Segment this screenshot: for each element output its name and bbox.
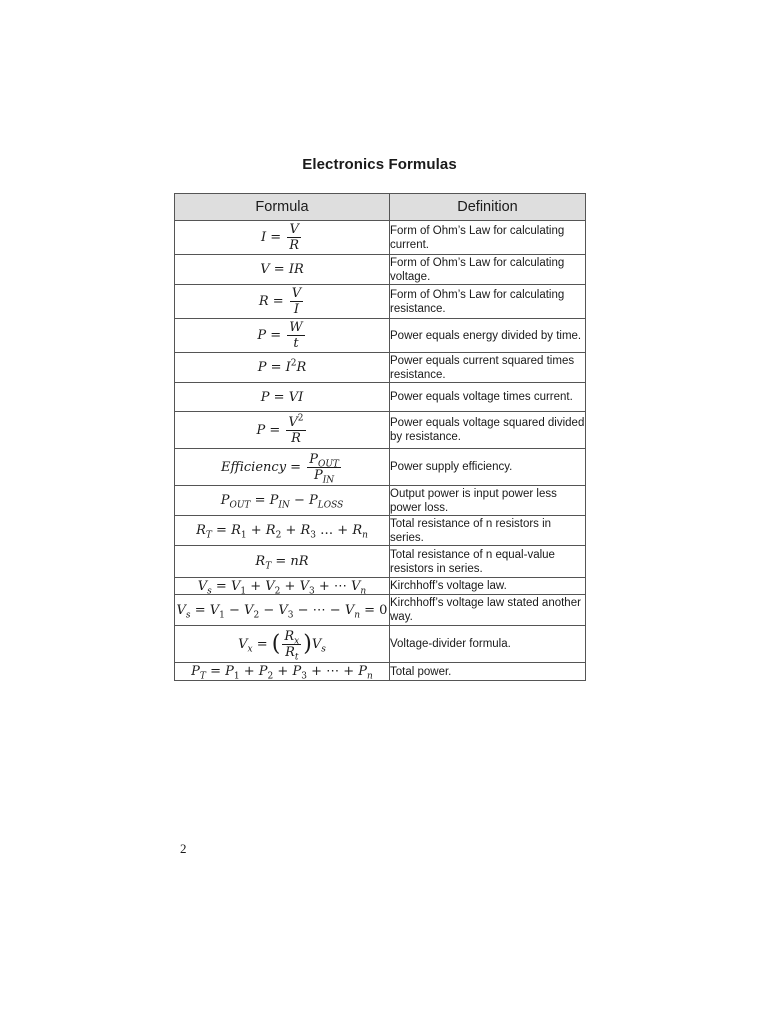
definition-cell: Total power. <box>390 663 586 681</box>
definition-column-header: Definition <box>390 194 586 221</box>
definition-cell: Form of Ohm’s Law for calculating resistance. <box>390 285 586 319</box>
definition-cell: Form of Ohm’s Law for calculating current. <box>390 221 586 255</box>
definition-cell: Total resistance of n equal-value resistors in series. <box>390 546 586 578</box>
definition-cell: Voltage-divider formula. <box>390 626 586 663</box>
table-row <box>175 595 586 626</box>
formula-power-v2r: P = $\frac{V^2}{R}$ <box>175 412 390 449</box>
table-row <box>175 383 586 412</box>
table-row <box>175 285 586 319</box>
table-header-row <box>175 194 586 221</box>
formulas-table <box>174 193 586 681</box>
formula-kirchhoff: $V_s = V_1 + V_2 + V_3$ + ⋯ $V_n$ <box>175 578 390 595</box>
definition-cell: Kirchhoff’s voltage law stated another way. <box>390 595 586 626</box>
table-row <box>175 449 586 486</box>
table-row <box>175 663 586 681</box>
definition-cell: Power equals voltage squared divided by resistance. <box>390 412 586 449</box>
table-row <box>175 578 586 595</box>
table-row <box>175 255 586 285</box>
formula-power-i2r: $P = I^2R$ <box>175 353 390 383</box>
formula-power-out: $P_{OUT} = P_{IN} - P_{LOSS}$ <box>175 486 390 516</box>
definition-cell: Output power is input power less power loss. <box>390 486 586 516</box>
formula-voltage: V = IR <box>175 255 390 285</box>
formula-resistance: R = $\frac{V}{I}$ <box>175 285 390 319</box>
definition-cell: Form of Ohm’s Law for calculating voltage. <box>390 255 586 285</box>
formula-kirchhoff-alt: $V_s = V_1 - V_2 - V_3$ − ⋯ − $V_n = 0$ <box>175 595 390 626</box>
definition-cell: Power equals energy divided by time. <box>390 319 586 353</box>
definition-cell: Power equals voltage times current. <box>390 383 586 412</box>
formula-power-vi: P = VI <box>175 383 390 412</box>
table-row <box>175 319 586 353</box>
formula-total-power: $P_T = P_1 + P_2 + P_3$ + ⋯ + $P_n$ <box>175 663 390 681</box>
formula-series-resistance: $R_T = R_1 + R_2 + R_3$ … + $R_n$ <box>175 516 390 546</box>
table-row <box>175 221 586 255</box>
table-row <box>175 486 586 516</box>
formula-voltage-divider: $V_x$ = ( $\frac{R_x}{R_t}$ )$V_s$ <box>175 626 390 663</box>
formula-power-energy: P = $\frac{W}{t}$ <box>175 319 390 353</box>
formula-equal-resistance: $R_T$ = nR <box>175 546 390 578</box>
table-row <box>175 626 586 663</box>
table-row <box>175 353 586 383</box>
definition-cell: Total resistance of n resistors in series. <box>390 516 586 546</box>
definition-cell: Kirchhoff’s voltage law. <box>390 578 586 595</box>
table-row <box>175 546 586 578</box>
table-row <box>175 412 586 449</box>
table-row <box>175 516 586 546</box>
formula-current: I = $\frac{V}{R}$ <box>175 221 390 255</box>
page-title: Electronics Formulas <box>302 156 457 173</box>
formula-column-header: Formula <box>175 194 390 221</box>
formula-efficiency: Efficiency = $P_{OUT}$ $P_{IN}$ <box>175 449 390 486</box>
page-number: 2 <box>180 841 187 856</box>
definition-cell: Power equals current squared times resistance. <box>390 353 586 383</box>
definition-cell: Power supply efficiency. <box>390 449 586 486</box>
